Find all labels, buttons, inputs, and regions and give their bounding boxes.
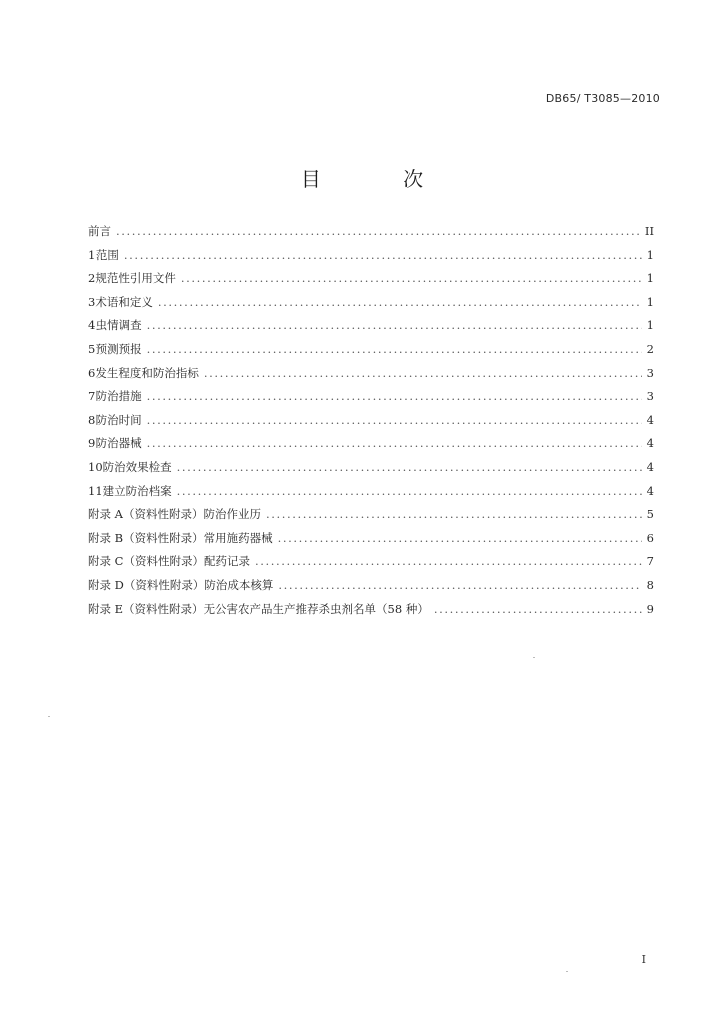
dot-leader [266,507,642,521]
dot-leader [255,554,642,568]
appendix-prefix: 附录 A（资料性附录） [88,507,204,522]
appendix-prefix: 附录 C（资料性附录） [88,554,204,569]
toc-entry-page: 9 [646,601,654,616]
toc-entry-label: 虫情调查 [95,318,142,333]
toc-entry-number: 2 [88,271,96,286]
dot-leader [177,460,642,474]
toc-entry-4[interactable] [88,317,654,341]
toc-entry-number: 9 [88,436,96,451]
toc-entry-number: 3 [88,294,96,309]
toc-entry-1[interactable] [88,247,654,271]
toc-appendix-d[interactable] [88,577,654,601]
dot-leader [147,389,642,403]
page-number: I [641,953,646,966]
toc-appendix-c[interactable] [88,553,654,577]
toc-entry-foreword[interactable] [88,223,654,247]
toc-entry-label: 范围 [95,247,119,262]
toc-entry-number: 5 [88,341,96,356]
document-code: DB65/ T3085—2010 [545,92,660,105]
table-of-contents [88,223,654,624]
appendix-title: 防治作业历 [203,507,261,522]
appendix-title: 防治成本核算 [204,577,274,592]
dot-leader [147,436,642,450]
scan-speck [533,657,535,658]
toc-appendix-a[interactable] [88,506,654,530]
toc-entry-page: 1 [646,318,654,333]
toc-entry-page: II [644,224,654,238]
toc-appendix-e[interactable] [88,601,654,625]
toc-entry-label: 规范性引用文件 [95,271,176,286]
toc-entry-number: 8 [88,412,96,427]
dot-leader [204,366,642,380]
dot-leader [147,413,642,427]
appendix-prefix: 附录 B（资料性附录） [88,530,204,545]
toc-entry-number: 1 [88,247,96,262]
toc-entry-page: 1 [646,271,654,286]
toc-entry-number: 10 [88,459,103,474]
toc-entry-label: 前言 [88,224,111,238]
toc-entry-page: 8 [646,577,654,592]
scan-speck [566,971,568,972]
toc-entry-page: 4 [646,459,654,474]
toc-entry-label: 防治器械 [95,436,142,451]
dot-leader [278,578,642,592]
dot-leader [124,248,642,262]
toc-entry-page: 4 [646,412,654,427]
dot-leader [434,602,642,616]
toc-entry-page: 4 [646,483,654,498]
toc-entry-number: 11 [88,483,103,498]
dot-leader [147,318,642,332]
scan-speck [48,716,50,717]
toc-entry-label: 发生程度和防治指标 [95,365,199,380]
toc-entry-page: 4 [646,436,654,451]
toc-entry-6[interactable] [88,365,654,389]
toc-entry-9[interactable] [88,435,654,459]
toc-entry-number: 7 [88,389,96,404]
toc-entry-7[interactable] [88,388,654,412]
toc-entry-number: 4 [88,318,96,333]
appendix-prefix: 附录 E（资料性附录） [88,601,204,616]
dot-leader [177,484,642,498]
appendix-title: 常用施药器械 [203,530,273,545]
toc-entry-label: 防治效果检查 [102,459,172,474]
toc-entry-page: 2 [646,341,654,356]
toc-entry-page: 3 [646,389,654,404]
toc-entry-page: 1 [646,294,654,309]
toc-entry-8[interactable] [88,412,654,436]
toc-entry-label: 防治时间 [95,412,142,427]
toc-entry-page: 7 [646,554,654,569]
dot-leader [181,271,642,285]
dot-leader [278,531,642,545]
toc-entry-5[interactable] [88,341,654,365]
toc-entry-page: 5 [646,507,654,522]
toc-entry-page: 1 [646,247,654,262]
toc-entry-label: 建立防治档案 [102,483,172,498]
dot-leader [147,342,642,356]
appendix-prefix: 附录 D（资料性附录） [88,577,205,592]
toc-entry-2[interactable] [88,270,654,294]
toc-entry-3[interactable] [88,294,654,318]
toc-entry-10[interactable] [88,459,654,483]
toc-entry-label: 防治措施 [95,389,142,404]
toc-entry-label: 术语和定义 [95,294,153,309]
toc-entry-11[interactable] [88,483,654,507]
dot-leader [116,224,641,238]
page-title: 目 次 [300,167,462,191]
toc-appendix-b[interactable] [88,530,654,554]
dot-leader [158,295,642,309]
toc-entry-number: 6 [88,365,96,380]
appendix-title: 无公害农产品生产推荐杀虫剂名单（58 种） [203,601,429,616]
toc-entry-page: 3 [646,365,654,380]
appendix-title: 配药记录 [203,554,250,569]
toc-entry-page: 6 [646,530,654,545]
toc-entry-label: 预测预报 [95,341,142,356]
